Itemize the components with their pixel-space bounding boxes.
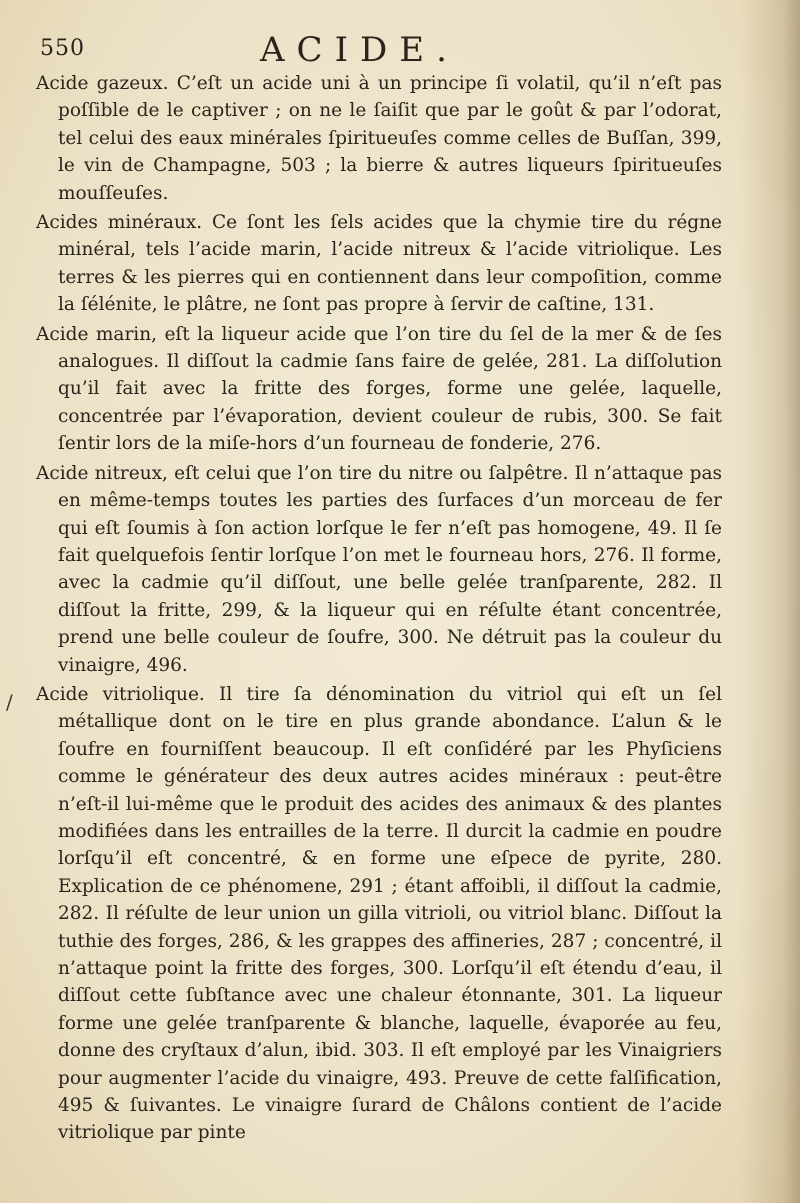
page-header [40, 18, 730, 68]
entry-acide-vitriolique: Acide vitriolique. Il tire ſa dénomination du vitriol qui eſt un ſel métallique dont on le tire en plus grande abondance. L’alun & le ſoufre en fourniſſent beaucoup. Il eſt conſidéré par les Phyſiciens comme le générateur des deux autres acides minéraux : peut-être n’eſt-il lui-même que le produit des acides des animaux & des plantes modifiées dans les entrailles de la terre. Il durcit la cadmie en poudre lorſqu’il eſt concentré, & en forme une eſpece de pyrite, 280. Explication de ce phénomene, 291 ; étant affoibli, il diſſout la cadmie, 282. Il réſulte de leur union un gilla vitrioli, ou vitriol blanc. Diſſout la tuthie des forges, 286, & les grappes des affineries, 287 ; concentré, il n’attaque point la fritte des forges, 300. Lorſqu’il eſt étendu d’eau, il diſſout cette ſubſtance avec une chaleur étonnante, 301. La liqueur forme une gelée tranſparente & blanche, laquelle, évaporée au feu, donne des cryſtaux d’alun, ibid. 303. Il eſt employé par les Vinaigriers pour augmenter l’acide du vinaigre, 493. Preuve de cette falſification, 495 & ſuivantes. Le vinaigre ſurard de Châlons contient de l’acide vitriolique par pinte [36, 683, 722, 1144]
page-edge-shadow [740, 0, 800, 1203]
margin-mark: / [6, 690, 13, 714]
entry-acides-mineraux: Acides minéraux. Ce ſont les ſels acides que la chymie tire du régne minéral, tels l’acide marin, l’acide nitreux & l’acide vitriolique. Les terres & les pierres qui en contiennent dans leur compoſition, comme la ſélénite, le plâtre, ne ſont pas propre à ſervir de caſtine, 131. [36, 212, 722, 316]
text-body [36, 70, 722, 1149]
running-head: ACIDE. [260, 30, 459, 70]
entry-acide-marin: Acide marin, eſt la liqueur acide que l’on tire du ſel de la mer & de ſes analogues. Il diſſout la cadmie ſans faire de gelée, 281. La diſſolution qu’il fait avec la fritte des forges, forme une gelée, laquelle, concentrée par l’évaporation, devient couleur de rubis, 300. Se fait ſentir lors de la miſe-hors d’un fourneau de fonderie, 276. [36, 323, 722, 455]
entry-acide-gazeux: Acide gazeux. C’eſt un acide uni à un principe ſi volatil, qu’il n’eſt pas poſſible de le captiver ; on ne le ſaiſit que par le goût & par l’odorat, tel celui des eaux minérales ſpiritueuſes comme celles de Buſſan, 399, le vin de Champagne, 503 ; la bierre & autres liqueurs ſpiritueuſes mouſſeuſes. [36, 73, 722, 204]
page-number: 550 [40, 36, 85, 61]
entry-acide-nitreux: Acide nitreux, eſt celui que l’on tire du nitre ou ſalpêtre. Il n’attaque pas en même-temps toutes les parties des ſurfaces d’un morceau de fer qui eſt ſoumis à ſon action lorſque le fer n’eſt pas homogene, 49. Il ſe fait quelquefois ſentir lorſque l’on met le fourneau hors, 276. Il forme, avec la cadmie qu’il diſſout, une belle gelée tranſparente, 282. Il diſſout la fritte, 299, & la liqueur qui en réſulte étant concentrée, prend une belle couleur de ſoufre, 300. Ne détruit pas la couleur du vinaigre, 496. [36, 462, 722, 676]
